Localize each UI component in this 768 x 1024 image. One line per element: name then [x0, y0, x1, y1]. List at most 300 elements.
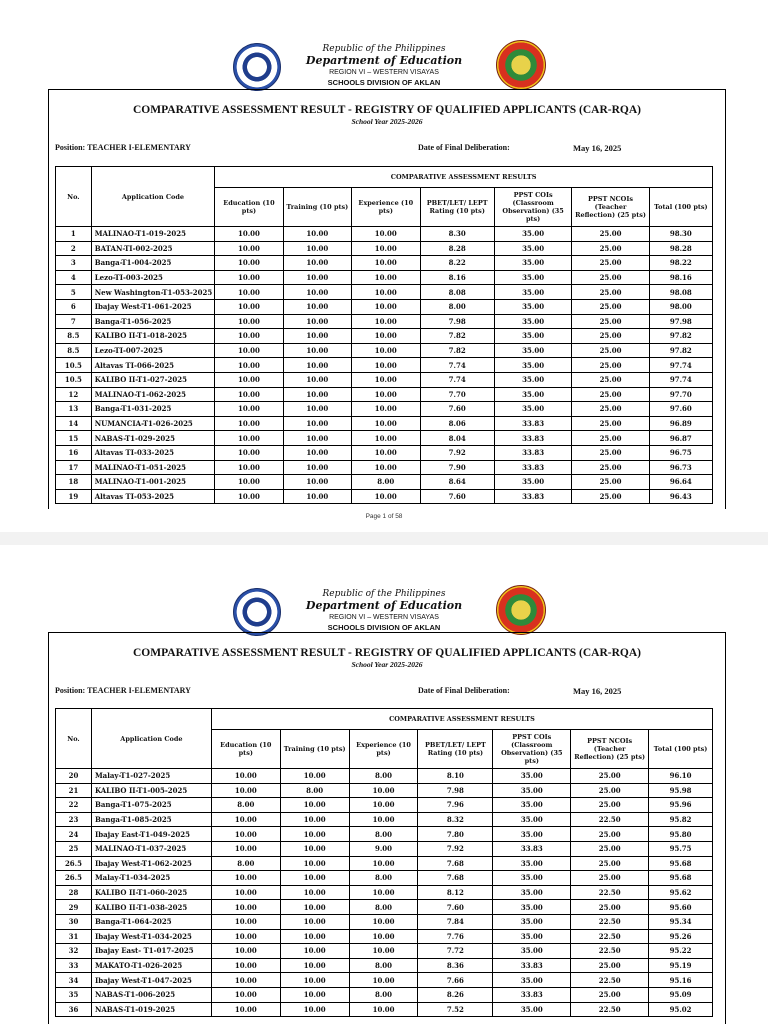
ppst-ncois-score: 22.50 — [571, 885, 649, 900]
ppst-cois-score: 33.83 — [494, 431, 571, 446]
table-row — [56, 372, 713, 387]
application-code: Ibajay West-T1-047-2025 — [91, 973, 211, 988]
pbet-rating: 7.98 — [420, 314, 494, 329]
experience-score: 10.00 — [352, 387, 421, 402]
experience-score: 10.00 — [349, 973, 418, 988]
row-number: 31 — [56, 929, 92, 944]
experience-score: 8.00 — [349, 871, 418, 886]
education-score: 10.00 — [215, 416, 283, 431]
table-row — [56, 885, 713, 900]
ppst-ncois-score: 22.50 — [571, 944, 649, 959]
ppst-ncois-score: 25.00 — [572, 460, 649, 475]
row-number: 19 — [56, 489, 92, 504]
ppst-cois-score: 35.00 — [494, 285, 571, 300]
table-row — [56, 987, 713, 1002]
pbet-rating: 7.84 — [418, 914, 493, 929]
education-score: 10.00 — [211, 987, 280, 1002]
pbet-rating: 7.70 — [420, 387, 494, 402]
total-score: 95.68 — [649, 871, 713, 886]
total-score: 98.16 — [649, 270, 712, 285]
table-row — [56, 489, 713, 504]
row-number: 6 — [56, 299, 92, 314]
education-score: 10.00 — [215, 285, 283, 300]
education-score: 10.00 — [215, 431, 283, 446]
ppst-ncois-score: 25.00 — [572, 445, 649, 460]
training-score: 10.00 — [283, 475, 351, 490]
ppst-cois-score: 33.83 — [494, 445, 571, 460]
col-training: Training (10 pts) — [283, 188, 351, 227]
division-line: SCHOOLS DIVISION OF AKLAN — [327, 78, 441, 87]
experience-score: 10.00 — [352, 256, 421, 271]
ppst-cois-score: 35.00 — [493, 812, 571, 827]
education-score: 10.00 — [215, 387, 283, 402]
republic-line: Republic of the Philippines — [322, 589, 446, 599]
ppst-cois-score: 35.00 — [494, 343, 571, 358]
experience-score: 10.00 — [352, 460, 421, 475]
experience-score: 10.00 — [352, 299, 421, 314]
ppst-cois-score: 35.00 — [493, 944, 571, 959]
experience-score: 10.00 — [352, 402, 421, 417]
total-score: 97.74 — [649, 372, 712, 387]
col-education: Education (10 pts) — [211, 730, 280, 769]
row-number: 15 — [56, 431, 92, 446]
table-row — [56, 827, 713, 842]
pbet-rating: 7.60 — [420, 489, 494, 504]
row-number: 14 — [56, 416, 92, 431]
total-score: 97.74 — [649, 358, 712, 373]
col-no: No. — [56, 167, 92, 227]
ppst-ncois-score: 25.00 — [572, 343, 649, 358]
registry-body — [56, 769, 713, 1017]
education-score: 10.00 — [215, 358, 283, 373]
education-score: 10.00 — [215, 489, 283, 504]
training-score: 10.00 — [283, 489, 351, 504]
document-page-2 — [0, 545, 768, 1024]
pbet-rating: 8.00 — [420, 299, 494, 314]
ppst-ncois-score: 22.50 — [571, 812, 649, 827]
col-group-results: COMPARATIVE ASSESSMENT RESULTS — [211, 709, 712, 730]
application-code: KALIBO II-T1-018-2025 — [91, 329, 215, 344]
ppst-cois-score: 35.00 — [493, 856, 571, 871]
training-score: 10.00 — [283, 460, 351, 475]
pbet-rating: 8.30 — [420, 227, 494, 242]
table-row — [56, 798, 713, 813]
table-row — [56, 314, 713, 329]
school-year: School Year 2025-2026 — [351, 660, 423, 669]
pbet-rating: 8.06 — [420, 416, 494, 431]
application-code: Lezo-TI-007-2025 — [91, 343, 215, 358]
training-score: 10.00 — [280, 856, 349, 871]
application-code: NABAS-T1-029-2025 — [91, 431, 215, 446]
republic-line: Republic of the Philippines — [322, 44, 446, 54]
experience-score: 10.00 — [349, 929, 418, 944]
row-number: 30 — [56, 914, 92, 929]
experience-score: 8.00 — [349, 900, 418, 915]
education-score: 10.00 — [215, 460, 283, 475]
education-score: 10.00 — [211, 900, 280, 915]
application-code: Malay-T1-027-2025 — [91, 769, 211, 784]
training-score: 10.00 — [283, 343, 351, 358]
ppst-cois-score: 35.00 — [493, 885, 571, 900]
table-row — [56, 402, 713, 417]
education-score: 10.00 — [211, 958, 280, 973]
application-code: MALINAO-T1-051-2025 — [91, 460, 215, 475]
page-number: Page 1 of 58 — [365, 513, 403, 520]
table-row — [56, 445, 713, 460]
row-number: 23 — [56, 812, 92, 827]
application-code: MALINAO-T1-037-2025 — [91, 841, 211, 856]
experience-score: 10.00 — [352, 358, 421, 373]
ppst-cois-score: 35.00 — [494, 387, 571, 402]
application-code: KALIBO II-T1-027-2025 — [91, 372, 215, 387]
row-number: 26.5 — [56, 871, 92, 886]
ppst-cois-score: 35.00 — [494, 299, 571, 314]
registry-frame — [48, 89, 726, 509]
total-score: 96.73 — [649, 460, 712, 475]
table-row — [56, 900, 713, 915]
table-row — [56, 1002, 713, 1017]
application-code: KALIBO II-T1-005-2025 — [91, 783, 211, 798]
total-score: 95.98 — [649, 783, 713, 798]
pbet-rating: 7.60 — [420, 402, 494, 417]
ppst-ncois-score: 25.00 — [572, 270, 649, 285]
letterhead — [0, 0, 768, 86]
position-line — [49, 143, 725, 157]
experience-score: 9.00 — [349, 841, 418, 856]
education-score: 8.00 — [211, 798, 280, 813]
experience-score: 8.00 — [352, 475, 421, 490]
pbet-rating: 7.60 — [418, 900, 493, 915]
table-row — [56, 475, 713, 490]
experience-score: 10.00 — [349, 798, 418, 813]
pbet-rating: 7.52 — [418, 1002, 493, 1017]
experience-score: 10.00 — [352, 227, 421, 242]
application-code: KALIBO II-T1-038-2025 — [91, 900, 211, 915]
ppst-cois-score: 35.00 — [494, 256, 571, 271]
training-score: 10.00 — [280, 827, 349, 842]
table-row — [56, 929, 713, 944]
ppst-ncois-score: 22.50 — [571, 1002, 649, 1017]
application-code: MAKATO-T1-026-2025 — [91, 958, 211, 973]
experience-score: 10.00 — [352, 489, 421, 504]
department-line: Department of Education — [305, 54, 463, 67]
table-row — [56, 856, 713, 871]
row-number: 10.5 — [56, 358, 92, 373]
row-number: 12 — [56, 387, 92, 402]
table-row — [56, 270, 713, 285]
pbet-rating: 7.90 — [420, 460, 494, 475]
ppst-ncois-score: 25.00 — [571, 798, 649, 813]
ppst-cois-score: 35.00 — [494, 270, 571, 285]
ppst-cois-score: 35.00 — [494, 372, 571, 387]
row-number: 35 — [56, 987, 92, 1002]
application-code: Banga-T1-075-2025 — [91, 798, 211, 813]
row-number: 4 — [56, 270, 92, 285]
education-score: 10.00 — [211, 812, 280, 827]
ppst-cois-score: 33.83 — [494, 489, 571, 504]
application-code: MALINAO-T1-001-2025 — [91, 475, 215, 490]
letterhead-text — [0, 589, 768, 633]
document-title: COMPARATIVE ASSESSMENT RESULT - REGISTRY OF QUALIFIED APPLICANTS (CAR-RQA) — [132, 104, 642, 116]
table-row — [56, 841, 713, 856]
experience-score: 10.00 — [349, 783, 418, 798]
training-score: 10.00 — [283, 285, 351, 300]
application-code: NABAS-T1-006-2025 — [91, 987, 211, 1002]
ppst-cois-score: 33.83 — [494, 416, 571, 431]
registry-table — [55, 708, 713, 1017]
row-number: 22 — [56, 798, 92, 813]
total-score: 95.82 — [649, 812, 713, 827]
training-score: 10.00 — [280, 914, 349, 929]
application-code: MALINAO-T1-062-2025 — [91, 387, 215, 402]
table-row — [56, 256, 713, 271]
row-number: 33 — [56, 958, 92, 973]
ppst-ncois-score: 25.00 — [572, 285, 649, 300]
row-number: 26.5 — [56, 856, 92, 871]
pbet-rating: 8.12 — [418, 885, 493, 900]
registry-table — [55, 166, 713, 504]
ppst-cois-score: 35.00 — [494, 329, 571, 344]
training-score: 10.00 — [280, 958, 349, 973]
row-number: 13 — [56, 402, 92, 417]
training-score: 10.00 — [280, 929, 349, 944]
education-score: 10.00 — [211, 885, 280, 900]
table-row — [56, 241, 713, 256]
table-row — [56, 387, 713, 402]
total-score: 95.75 — [649, 841, 713, 856]
education-score: 10.00 — [215, 329, 283, 344]
pbet-rating: 8.04 — [420, 431, 494, 446]
col-ppst-cois: PPST COIs (Classroom Observation) (35 pts) — [494, 188, 571, 227]
experience-score: 8.00 — [349, 769, 418, 784]
row-number: 18 — [56, 475, 92, 490]
table-row — [56, 343, 713, 358]
row-number: 8.5 — [56, 343, 92, 358]
training-score: 10.00 — [280, 798, 349, 813]
ppst-ncois-score: 25.00 — [572, 241, 649, 256]
education-score: 10.00 — [215, 270, 283, 285]
ppst-cois-score: 35.00 — [493, 783, 571, 798]
pbet-rating: 7.98 — [418, 783, 493, 798]
letterhead — [0, 545, 768, 631]
ppst-cois-score: 35.00 — [494, 241, 571, 256]
col-total: Total (100 pts) — [649, 730, 713, 769]
deliberation-label: Date of Final Deliberation: — [418, 686, 510, 695]
table-row — [56, 285, 713, 300]
pbet-rating: 7.68 — [418, 856, 493, 871]
division-line: SCHOOLS DIVISION OF AKLAN — [327, 623, 441, 632]
application-code: NUMANCIA-T1-026-2025 — [91, 416, 215, 431]
row-number: 3 — [56, 256, 92, 271]
table-row — [56, 329, 713, 344]
education-score: 10.00 — [211, 871, 280, 886]
education-score: 10.00 — [215, 314, 283, 329]
row-number: 24 — [56, 827, 92, 842]
experience-score: 10.00 — [349, 944, 418, 959]
department-line: Department of Education — [305, 599, 463, 612]
col-group-results: COMPARATIVE ASSESSMENT RESULTS — [215, 167, 713, 188]
education-score: 10.00 — [215, 475, 283, 490]
ppst-cois-score: 35.00 — [493, 973, 571, 988]
ppst-ncois-score: 22.50 — [571, 973, 649, 988]
position-label: Position: TEACHER I-ELEMENTARY — [55, 143, 191, 152]
education-score: 10.00 — [211, 944, 280, 959]
ppst-ncois-score: 25.00 — [571, 900, 649, 915]
col-no: No. — [56, 709, 92, 769]
table-row — [56, 416, 713, 431]
col-pbet: PBET/LET/ LEPT Rating (10 pts) — [418, 730, 493, 769]
ppst-cois-score: 33.83 — [493, 841, 571, 856]
ppst-ncois-score: 22.50 — [571, 914, 649, 929]
application-code: Altavas TI-033-2025 — [91, 445, 215, 460]
row-number: 29 — [56, 900, 92, 915]
education-score: 10.00 — [211, 929, 280, 944]
application-code: Ibajay West-T1-062-2025 — [91, 856, 211, 871]
ppst-ncois-score: 25.00 — [571, 958, 649, 973]
ppst-ncois-score: 25.00 — [571, 841, 649, 856]
ppst-ncois-score: 25.00 — [572, 299, 649, 314]
training-score: 10.00 — [283, 299, 351, 314]
application-code: Malay-T1-034-2025 — [91, 871, 211, 886]
ppst-ncois-score: 25.00 — [571, 871, 649, 886]
total-score: 96.64 — [649, 475, 712, 490]
col-education: Education (10 pts) — [215, 188, 283, 227]
education-score: 10.00 — [215, 372, 283, 387]
total-score: 98.22 — [649, 256, 712, 271]
education-score: 8.00 — [211, 856, 280, 871]
ppst-ncois-score: 22.50 — [571, 929, 649, 944]
table-row — [56, 973, 713, 988]
ppst-ncois-score: 25.00 — [572, 372, 649, 387]
row-number: 36 — [56, 1002, 92, 1017]
education-score: 10.00 — [215, 256, 283, 271]
education-score: 10.00 — [215, 299, 283, 314]
pbet-rating: 7.74 — [420, 358, 494, 373]
ppst-cois-score: 35.00 — [493, 871, 571, 886]
ppst-cois-score: 33.83 — [493, 987, 571, 1002]
application-code: Ibajay East-T1-049-2025 — [91, 827, 211, 842]
total-score: 95.16 — [649, 973, 713, 988]
application-code: Ibajay West-T1-061-2025 — [91, 299, 215, 314]
col-ppst-ncois: PPST NCOIs (Teacher Reflection) (25 pts) — [571, 730, 649, 769]
table-row — [56, 958, 713, 973]
total-score: 95.19 — [649, 958, 713, 973]
region-line: REGION VI – WESTERN VISAYAS — [329, 614, 439, 621]
col-pbet: PBET/LET/ LEPT Rating (10 pts) — [420, 188, 494, 227]
experience-score: 10.00 — [352, 431, 421, 446]
training-score: 10.00 — [283, 402, 351, 417]
training-score: 10.00 — [280, 1002, 349, 1017]
col-training: Training (10 pts) — [280, 730, 349, 769]
application-code: Altavas TI-053-2025 — [91, 489, 215, 504]
training-score: 10.00 — [283, 372, 351, 387]
row-number: 25 — [56, 841, 92, 856]
ppst-ncois-score: 25.00 — [572, 489, 649, 504]
training-score: 8.00 — [280, 783, 349, 798]
application-code: Banga-T1-085-2025 — [91, 812, 211, 827]
pbet-rating: 8.36 — [418, 958, 493, 973]
row-number: 10.5 — [56, 372, 92, 387]
total-score: 95.60 — [649, 900, 713, 915]
pbet-rating: 7.82 — [420, 343, 494, 358]
total-score: 95.34 — [649, 914, 713, 929]
pbet-rating: 8.10 — [418, 769, 493, 784]
table-row — [56, 358, 713, 373]
application-code: Banga-T1-031-2025 — [91, 402, 215, 417]
total-score: 97.70 — [649, 387, 712, 402]
total-score: 97.98 — [649, 314, 712, 329]
total-score: 97.82 — [649, 343, 712, 358]
total-score: 95.96 — [649, 798, 713, 813]
experience-score: 8.00 — [349, 827, 418, 842]
experience-score: 10.00 — [349, 812, 418, 827]
table-row — [56, 460, 713, 475]
training-score: 10.00 — [283, 256, 351, 271]
application-code: Banga-T1-056-2025 — [91, 314, 215, 329]
training-score: 10.00 — [283, 314, 351, 329]
total-score: 98.00 — [649, 299, 712, 314]
deliberation-date: May 16, 2025 — [573, 143, 622, 153]
col-experience: Experience (10 pts) — [349, 730, 418, 769]
training-score: 10.00 — [283, 445, 351, 460]
ppst-cois-score: 33.83 — [493, 958, 571, 973]
training-score: 10.00 — [280, 769, 349, 784]
ppst-cois-score: 35.00 — [494, 227, 571, 242]
training-score: 10.00 — [280, 900, 349, 915]
ppst-cois-score: 35.00 — [494, 358, 571, 373]
total-score: 98.28 — [649, 241, 712, 256]
ppst-cois-score: 35.00 — [493, 900, 571, 915]
pbet-rating: 8.26 — [418, 987, 493, 1002]
pbet-rating: 7.80 — [418, 827, 493, 842]
ppst-cois-score: 35.00 — [493, 1002, 571, 1017]
division-seal-icon — [496, 40, 546, 90]
application-code: MALINAO-T1-019-2025 — [91, 227, 215, 242]
education-score: 10.00 — [215, 445, 283, 460]
table-row — [56, 871, 713, 886]
pbet-rating: 7.72 — [418, 944, 493, 959]
col-experience: Experience (10 pts) — [352, 188, 421, 227]
total-score: 95.80 — [649, 827, 713, 842]
ppst-ncois-score: 25.00 — [571, 827, 649, 842]
position-label: Position: TEACHER I-ELEMENTARY — [55, 686, 191, 695]
total-score: 96.87 — [649, 431, 712, 446]
table-row — [56, 431, 713, 446]
table-row — [56, 914, 713, 929]
school-year: School Year 2025-2026 — [351, 117, 423, 126]
training-score: 10.00 — [283, 270, 351, 285]
training-score: 10.00 — [283, 431, 351, 446]
row-number: 7 — [56, 314, 92, 329]
row-number: 16 — [56, 445, 92, 460]
training-score: 10.00 — [280, 987, 349, 1002]
ppst-ncois-score: 25.00 — [571, 769, 649, 784]
table-row — [56, 227, 713, 242]
total-score: 95.22 — [649, 944, 713, 959]
experience-score: 10.00 — [352, 372, 421, 387]
application-code: KALIBO II-T1-060-2025 — [91, 885, 211, 900]
ppst-ncois-score: 25.00 — [571, 783, 649, 798]
division-seal-icon — [496, 585, 546, 635]
application-code: NABAS-T1-019-2025 — [91, 1002, 211, 1017]
position-line — [49, 686, 725, 700]
total-score: 96.75 — [649, 445, 712, 460]
experience-score: 10.00 — [352, 241, 421, 256]
pbet-rating: 7.66 — [418, 973, 493, 988]
training-score: 10.00 — [280, 973, 349, 988]
row-number: 28 — [56, 885, 92, 900]
pbet-rating: 7.92 — [418, 841, 493, 856]
